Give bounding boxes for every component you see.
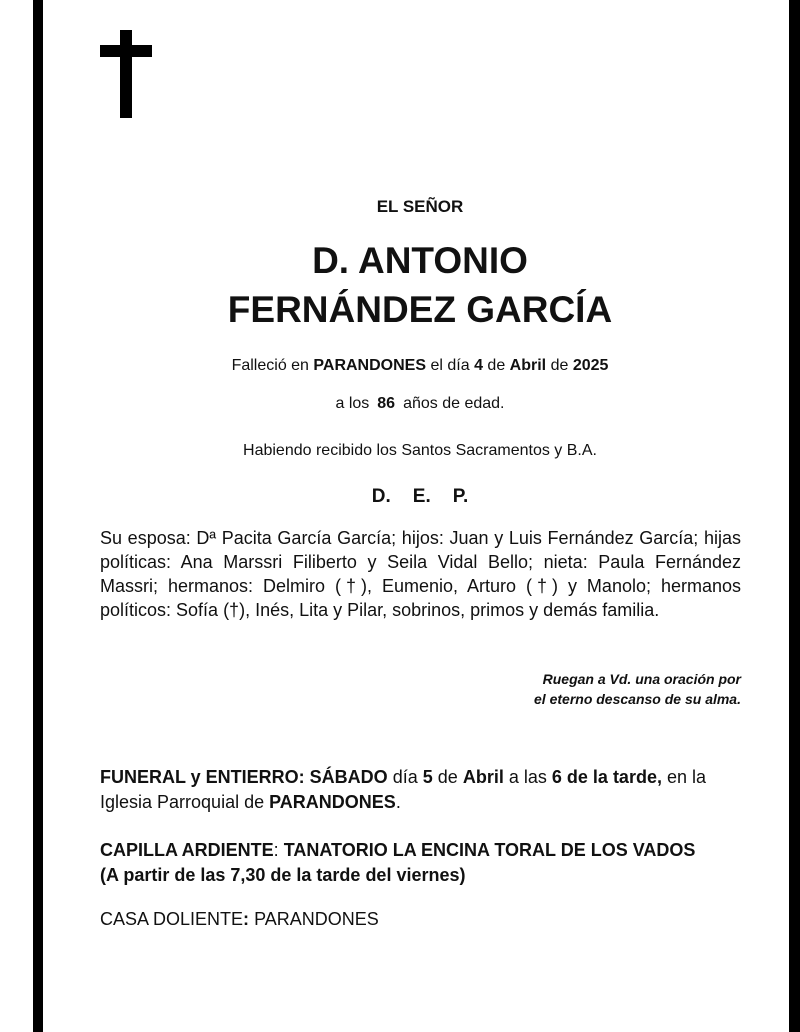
death-month: Abril — [509, 357, 547, 374]
capilla-label: CAPILLA ARDIENTE — [100, 840, 274, 860]
age-line — [100, 395, 740, 413]
capilla-line-2: (A partir de las 7,30 de la tarde del viernes) — [100, 865, 466, 885]
prayer-line-1: Ruegan a Vd. una oración por — [542, 671, 741, 687]
capilla-colon: : — [273, 840, 279, 860]
age-prefix: a los — [335, 395, 370, 412]
prayer-request — [400, 669, 741, 709]
dep-p: P. — [452, 486, 469, 507]
funeral-t4: en la Iglesia Parroquial de — [100, 767, 707, 812]
casa-label: CASA DOLIENTE — [100, 909, 244, 929]
funeral-t1: día — [392, 767, 418, 787]
funeral-end: . — [395, 792, 401, 812]
death-of2: de — [550, 357, 569, 374]
dep-e: E. — [412, 486, 431, 507]
capilla-ardiente — [100, 838, 750, 888]
funeral-t2: de — [437, 767, 458, 787]
right-border — [789, 0, 800, 1032]
sacraments-line: Habiendo recibido los Santos Sacramentos y B.A. — [243, 442, 597, 459]
funeral-t3: a las — [508, 767, 547, 787]
death-prefix: Falleció en — [231, 357, 309, 374]
age-suffix: años de edad. — [403, 395, 505, 412]
name-line-1: D. ANTONIO — [312, 240, 528, 281]
title-small: EL SEÑOR — [376, 197, 464, 216]
casa-doliente — [100, 909, 750, 930]
cross-icon — [100, 30, 152, 118]
funeral-info — [100, 765, 750, 815]
casa-place: PARANDONES — [254, 909, 379, 929]
left-border — [33, 0, 43, 1032]
funeral-label: FUNERAL y ENTIERRO: SÁBADO — [100, 767, 388, 787]
deceased-name — [100, 236, 740, 334]
prayer-line-2: el eterno descanso de su alma. — [534, 691, 741, 707]
capilla-place: TANATORIO LA ENCINA TORAL DE LOS VADOS — [283, 840, 696, 860]
death-year: 2025 — [572, 357, 609, 374]
family-paragraph: Su esposa: Dª Pacita García García; hijos: Juan y Luis Fernández García; hijas políticas: Ana Marssri Filiberto y Seila Vidal Bello; nieta: Paula Fernández Massri; hermanos: Delmiro (†), Eumenio, Arturo (†) y Manolo; hermanos políticos: Sofía (†), Inés, Lita y Pilar, sobrinos, primos y demás familia. — [100, 528, 741, 620]
funeral-month: Abril — [462, 767, 504, 787]
name-line-2: FERNÁNDEZ GARCÍA — [227, 289, 613, 330]
funeral-time: 6 de la tarde, — [551, 767, 662, 787]
death-of1: de — [487, 357, 506, 374]
casa-colon: : — [243, 909, 250, 929]
funeral-day: 5 — [422, 767, 433, 787]
death-notice — [100, 357, 740, 375]
dep-line — [100, 486, 740, 508]
death-day-text: el día — [430, 357, 470, 374]
age-value: 86 — [377, 395, 396, 412]
funeral-place: PARANDONES — [269, 792, 396, 812]
dep-d: D. — [371, 486, 391, 507]
death-day: 4 — [474, 357, 483, 374]
death-place: PARANDONES — [313, 357, 427, 374]
capilla-line-1 — [100, 838, 750, 863]
